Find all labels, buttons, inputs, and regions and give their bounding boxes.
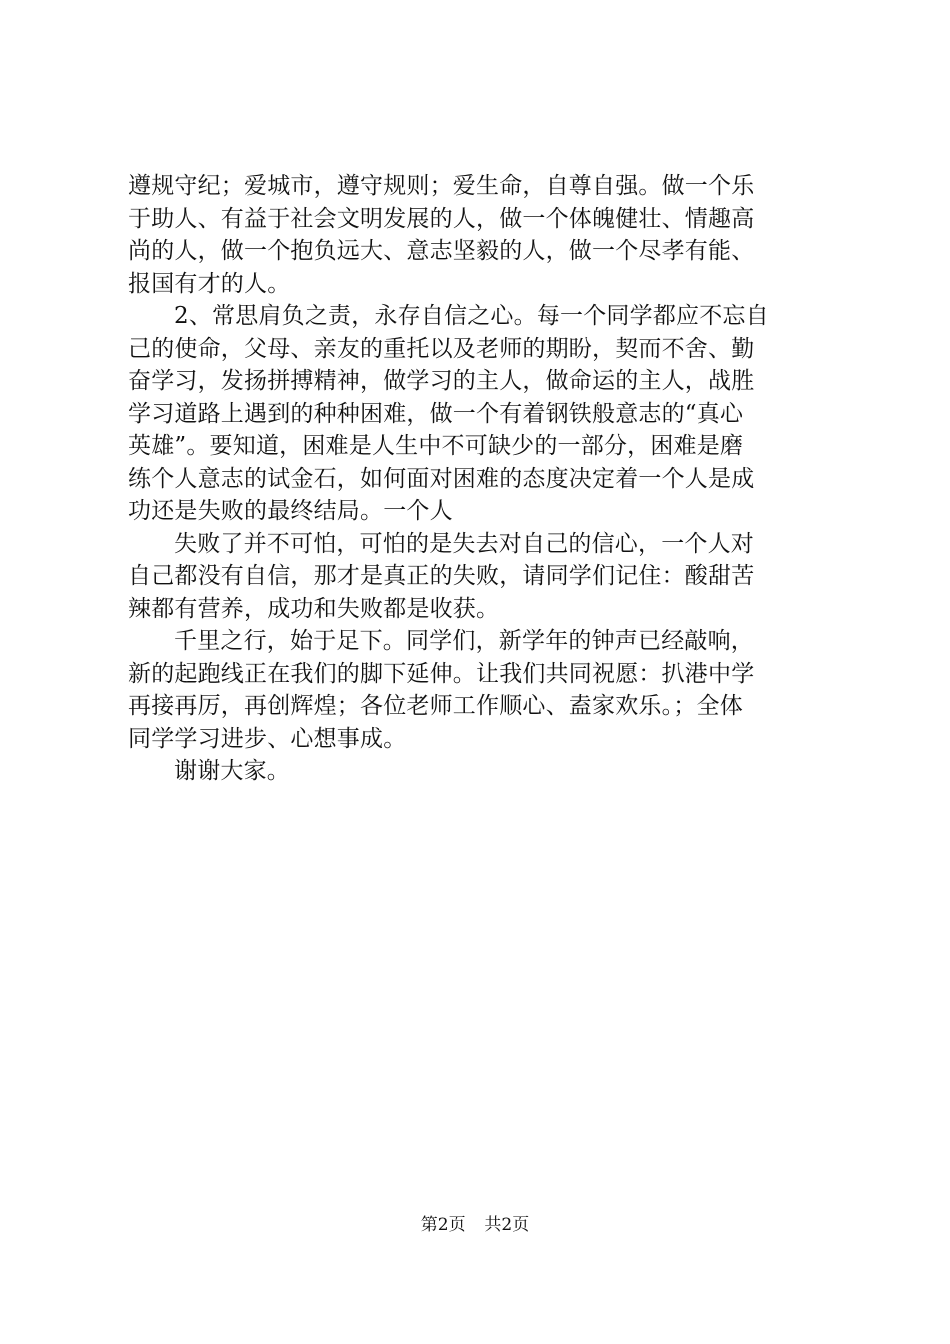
text-line: 2、常思肩负之责，永存自信之心。每一个同学都应不忘自 [174, 303, 769, 329]
text-line: 奋学习，发扬拼搏精神，做学习的主人，做命运的主人，战胜 [128, 368, 755, 394]
text-line: 于助人、有益于社会文明发展的人，做一个体魄健壮、情趣高 [128, 205, 755, 232]
text-line: 新的起跑线正在我们的脚下延伸。让我们共同祝愿：扒港中学 [128, 660, 755, 687]
text-line: 学习道路上遇到的种种困难，做一个有着钢铁般意志的“真心 [128, 400, 744, 427]
text-line: 再接再厉，再创辉煌；各位老师工作顺心、盍家欢乐。；全体 [128, 693, 743, 719]
page-footer [0, 1214, 950, 1236]
text-line: 英雄”。要知道，困难是人生中不可缺少的一部分，困难是磨 [128, 433, 744, 459]
text-line: 尚的人，做一个抱负远大、意志坚毅的人，做一个尽孝有能、 [128, 238, 755, 264]
text-line: 报国有才的人。 [128, 270, 291, 297]
page-number: 第2页 [420, 1215, 466, 1235]
text-line: 练个人意志的试金石，如何面对困难的态度决定着一个人是成 [128, 465, 755, 492]
text-line: 千里之行，始于足下。同学们，新学年的钟声已经敲响， [174, 628, 754, 654]
text-line: 谢谢大家。 [174, 758, 290, 784]
document-body [128, 170, 828, 788]
text-line: 己的使命，父母、亲友的重托以及老师的期盼，契而不舍、勤 [128, 335, 755, 362]
text-line: 失败了并不可怕，可怕的是失去对自己的信心，一个人对 [174, 530, 754, 557]
text-line: 自己都没有自信，那才是真正的失败，请同学们记住：酸甜苦 [128, 563, 755, 589]
text-line: 遵规守纪；爱城市，遵守规则；爱生命，自尊自强。做一个乐 [128, 173, 755, 199]
text-line: 功还是失败的最终结局。一个人 [128, 498, 453, 524]
text-line: 辣都有营养，成功和失败都是收获。 [128, 595, 500, 622]
text-line: 同学学习进步、心想事成。 [128, 725, 407, 752]
page-total: 共2页 [484, 1215, 530, 1235]
